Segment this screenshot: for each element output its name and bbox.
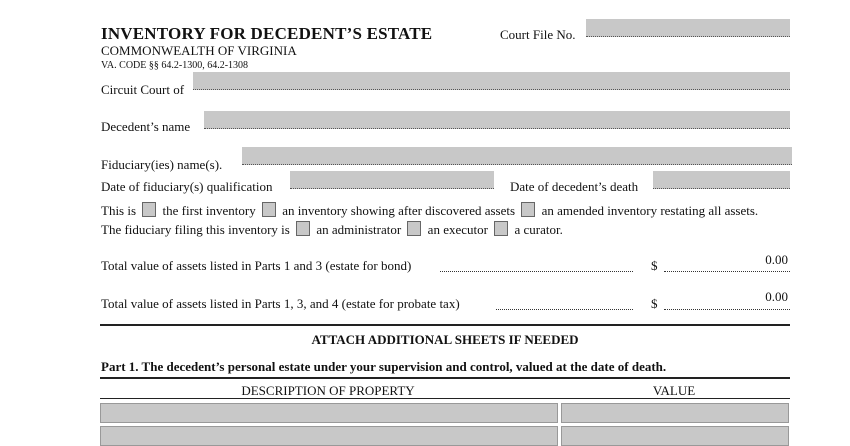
part1-heading: Part 1. The decedent’s personal estate under your supervision and control, valued at the date of death.	[101, 359, 667, 374]
table-top-rule	[100, 377, 790, 379]
description-column-header: DESCRIPTION OF PROPERTY	[241, 383, 415, 398]
probate-total-label: Total value of assets listed in Parts 1, 3, and 4 (estate for probate tax)	[101, 296, 460, 311]
section-divider	[100, 324, 790, 326]
fiduciary-role-prefix: The fiduciary filing this inventory is	[101, 222, 290, 237]
qualification-date-label: Date of fiduciary(s) qualification	[101, 179, 273, 194]
attach-note: ATTACH ADDITIONAL SHEETS IF NEEDED	[311, 332, 579, 347]
bond-total-label: Total value of assets listed in Parts 1 and 3 (estate for bond)	[101, 258, 412, 273]
amended-inventory-label: an amended inventory restating all assets.	[541, 203, 759, 218]
table-header-rule	[100, 398, 790, 399]
value-column-header: VALUE	[652, 383, 696, 398]
executor-label: an executor	[427, 222, 488, 237]
circuit-court-field[interactable]	[193, 72, 790, 90]
probate-value-line	[664, 309, 790, 310]
probate-currency: $	[651, 296, 658, 311]
qualification-date-field[interactable]	[290, 171, 494, 189]
inventory-type-prefix: This is	[101, 203, 137, 218]
court-file-field[interactable]	[586, 19, 790, 37]
curator-checkbox[interactable]	[494, 221, 508, 236]
amended-inventory-checkbox[interactable]	[521, 202, 535, 217]
description-cell[interactable]	[100, 426, 558, 446]
first-inventory-label: the first inventory	[162, 203, 256, 218]
decedent-name-label: Decedent’s name	[101, 119, 191, 134]
probate-leader-dots	[496, 309, 633, 310]
value-cell[interactable]	[561, 426, 789, 446]
bond-currency: $	[651, 258, 658, 273]
court-file-label: Court File No.	[500, 27, 576, 42]
fiduciary-name-field[interactable]	[242, 147, 792, 165]
inventory-type-row	[101, 202, 758, 219]
bond-leader-dots	[440, 271, 633, 272]
form-title: INVENTORY FOR DECEDENT’S ESTATE	[101, 24, 433, 43]
form-subtitle: COMMONWEALTH OF VIRGINIA	[101, 43, 297, 58]
description-cell[interactable]	[100, 403, 558, 423]
after-discovered-checkbox[interactable]	[262, 202, 276, 217]
death-date-field[interactable]	[653, 171, 790, 189]
circuit-court-label: Circuit Court of	[101, 82, 185, 97]
fiduciary-name-label: Fiduciary(ies) name(s).	[101, 157, 223, 172]
bond-total-value[interactable]: 0.00	[765, 252, 788, 267]
administrator-checkbox[interactable]	[296, 221, 310, 236]
after-discovered-label: an inventory showing after discovered assets	[282, 203, 516, 218]
administrator-label: an administrator	[316, 222, 402, 237]
value-cell[interactable]	[561, 403, 789, 423]
first-inventory-checkbox[interactable]	[142, 202, 156, 217]
fiduciary-role-row	[101, 221, 563, 238]
decedent-name-field[interactable]	[204, 111, 790, 129]
death-date-label: Date of decedent’s death	[510, 179, 639, 194]
curator-label: a curator.	[514, 222, 563, 237]
bond-value-line	[664, 271, 790, 272]
code-reference: VA. CODE §§ 64.2-1300, 64.2-1308	[101, 60, 249, 71]
probate-total-value[interactable]: 0.00	[765, 289, 788, 304]
executor-checkbox[interactable]	[407, 221, 421, 236]
